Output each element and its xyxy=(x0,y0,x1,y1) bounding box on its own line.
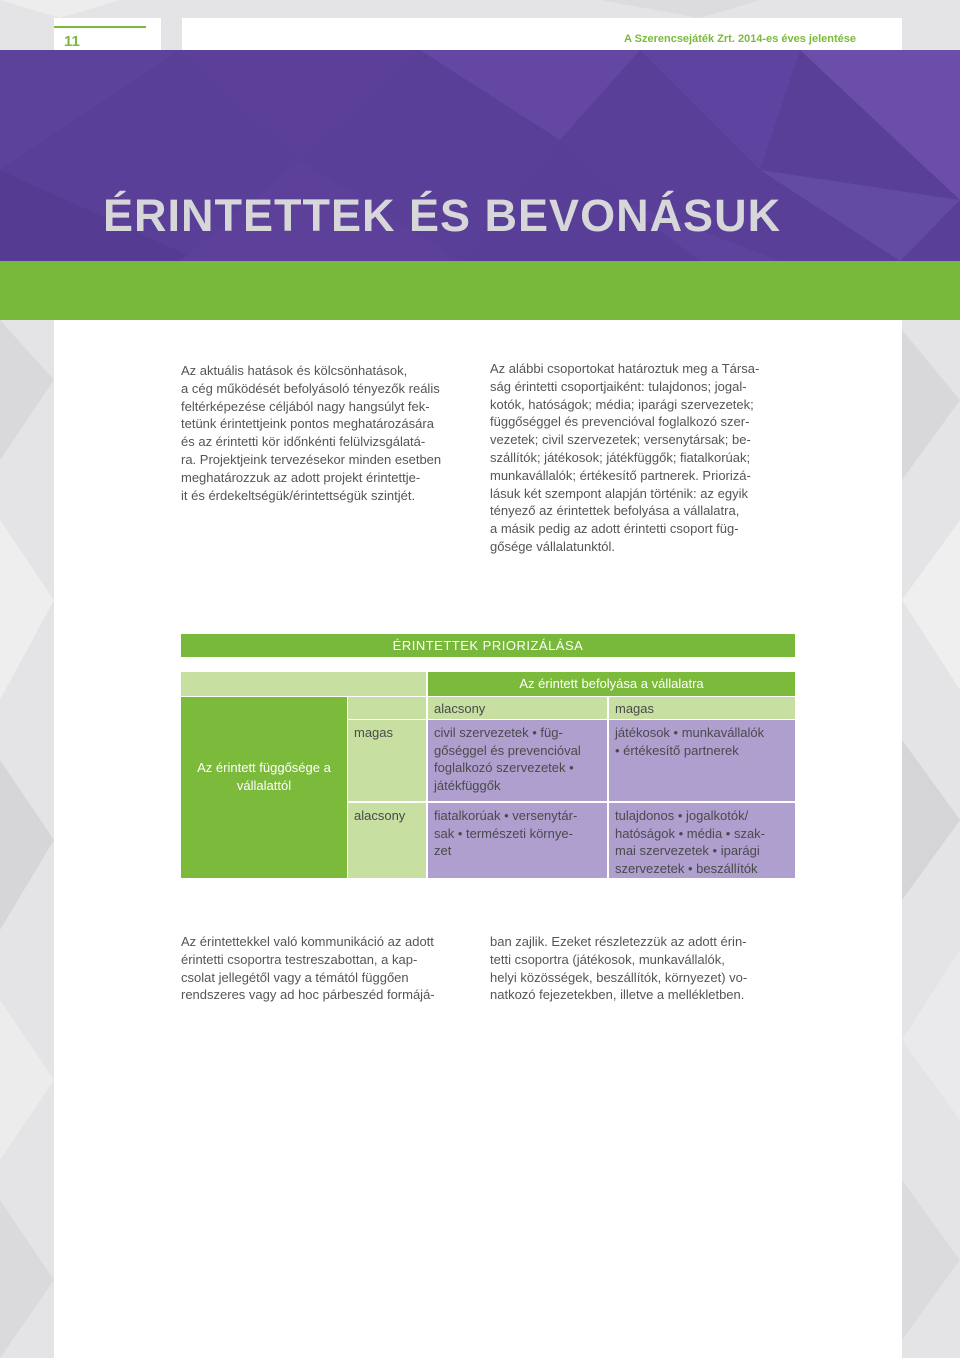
intro-right-line: lásuk két szempont alapján történik: az egyik xyxy=(490,485,748,501)
intro-left-line: it és érdekeltségük/érintettségük szintjét. xyxy=(181,487,416,503)
intro-left-line: a cég működését befolyásoló tényezők reális xyxy=(181,380,440,396)
publication-title: A Szerencsejáték Zrt. 2014-es éves jelentése xyxy=(624,33,856,45)
intro-left-line: ra. Projektjeink tervezésekor minden esetben xyxy=(181,451,442,467)
content-area xyxy=(54,320,902,1358)
section-title: ÉRINTETTEK ÉS BEVONÁSUK xyxy=(103,190,782,241)
cell-high-dependency-high-influence: játékosok • munkavállalók • értékesítő partnerek xyxy=(609,720,795,801)
closing-left-line: Az érintettekkel való kommunikáció az adott xyxy=(181,934,434,949)
page-number: 11 xyxy=(64,33,80,50)
intro-right-line: vezetek; civil szervezetek; versenytársak; be- xyxy=(490,432,751,448)
intro-left-line: és az érintetti kör időnkénti felülvizsgálatá- xyxy=(181,434,426,450)
influence-high-label: magas xyxy=(609,697,795,719)
influence-header: Az érintett befolyása a vállalatra xyxy=(428,672,795,696)
closing-left-line: csolat jellegétől vagy a témától függően xyxy=(181,969,409,985)
intro-right-line: szállítók; játékosok; játékfüggők; fiatalkorúak; xyxy=(490,449,751,465)
closing-left-column xyxy=(181,933,471,1004)
cell-low-dependency-high-influence: tulajdonos • jogalkotók/ hatóságok • média • szak- mai szervezetek • iparági szervezetek • beszállítók xyxy=(609,803,795,878)
intro-right-line: tényező az érintettek befolyása a vállalatra, xyxy=(490,503,740,519)
cell-high-dependency-low-influence: civil szervezetek • füg- gőséggel és prevencióval foglalkozó szervezetek • játékfüggők xyxy=(428,720,607,801)
intro-right-line: függőséggel és prevencióval foglalkozó szer- xyxy=(490,414,750,430)
dependency-header xyxy=(181,697,347,878)
intro-right-line: kotók, hatóságok; média; iparági szervezetek; xyxy=(490,396,754,412)
cell-low-dependency-low-influence: fiatalkorúak • versenytár- sak • természeti környe- zet xyxy=(428,803,607,878)
dependency-label: Az érintett függősége a vállalattól xyxy=(197,760,331,793)
dependency-high-label: magas xyxy=(348,720,426,801)
intro-left-line: meghatározzuk az adott projekt érintettje- xyxy=(181,469,421,485)
intro-right-line: gősége vállalatunktól. xyxy=(490,538,616,554)
closing-right-line: ban zajlik. Ezeket részletezzük az adott érin- xyxy=(490,934,747,949)
closing-right-column xyxy=(490,933,780,1004)
closing-left-line: érintetti csoportra testreszabottan, a kap- xyxy=(181,951,418,967)
header-rule xyxy=(54,26,146,28)
intro-right-line: ság érintetti csoportjaiként: tulajdonos; jogal- xyxy=(490,378,747,394)
intro-left-line: feltérképezése céljából nagy hangsúlyt fek- xyxy=(181,398,430,414)
intro-left-line: Az aktuális hatások és kölcsönhatások, xyxy=(181,363,408,378)
intro-right-column xyxy=(490,360,780,556)
influence-low-label: alacsony xyxy=(428,697,607,719)
intro-right-line: Az alábbi csoportokat határoztuk meg a Társa- xyxy=(490,361,760,376)
closing-right-line: natkozó fejezetekben, illetve a mellékletben. xyxy=(490,987,745,1003)
matrix-corner-cell xyxy=(181,672,426,696)
closing-right-line: helyi közösségek, beszállítók, környezet) vo- xyxy=(490,969,748,985)
matrix-subheader-spacer xyxy=(348,697,426,719)
intro-left-column xyxy=(181,362,472,504)
intro-right-line: a másik pedig az adott érintetti csoport füg- xyxy=(490,521,739,537)
dependency-low-label: alacsony xyxy=(348,803,426,878)
matrix-title: ÉRINTETTEK PRIORIZÁLÁSA xyxy=(181,634,795,657)
title-banner xyxy=(0,50,960,261)
closing-left-line: rendszeres vagy ad hoc párbeszéd formájá- xyxy=(181,987,435,1003)
green-band xyxy=(0,261,960,320)
closing-right-line: tetti csoportra (játékosok, munkavállalók, xyxy=(490,951,725,967)
intro-right-line: munkavállalók; értékesítő partnerek. Priorizá- xyxy=(490,467,751,483)
intro-left-line: tetünk érintettjeink pontos meghatározására xyxy=(181,416,434,432)
